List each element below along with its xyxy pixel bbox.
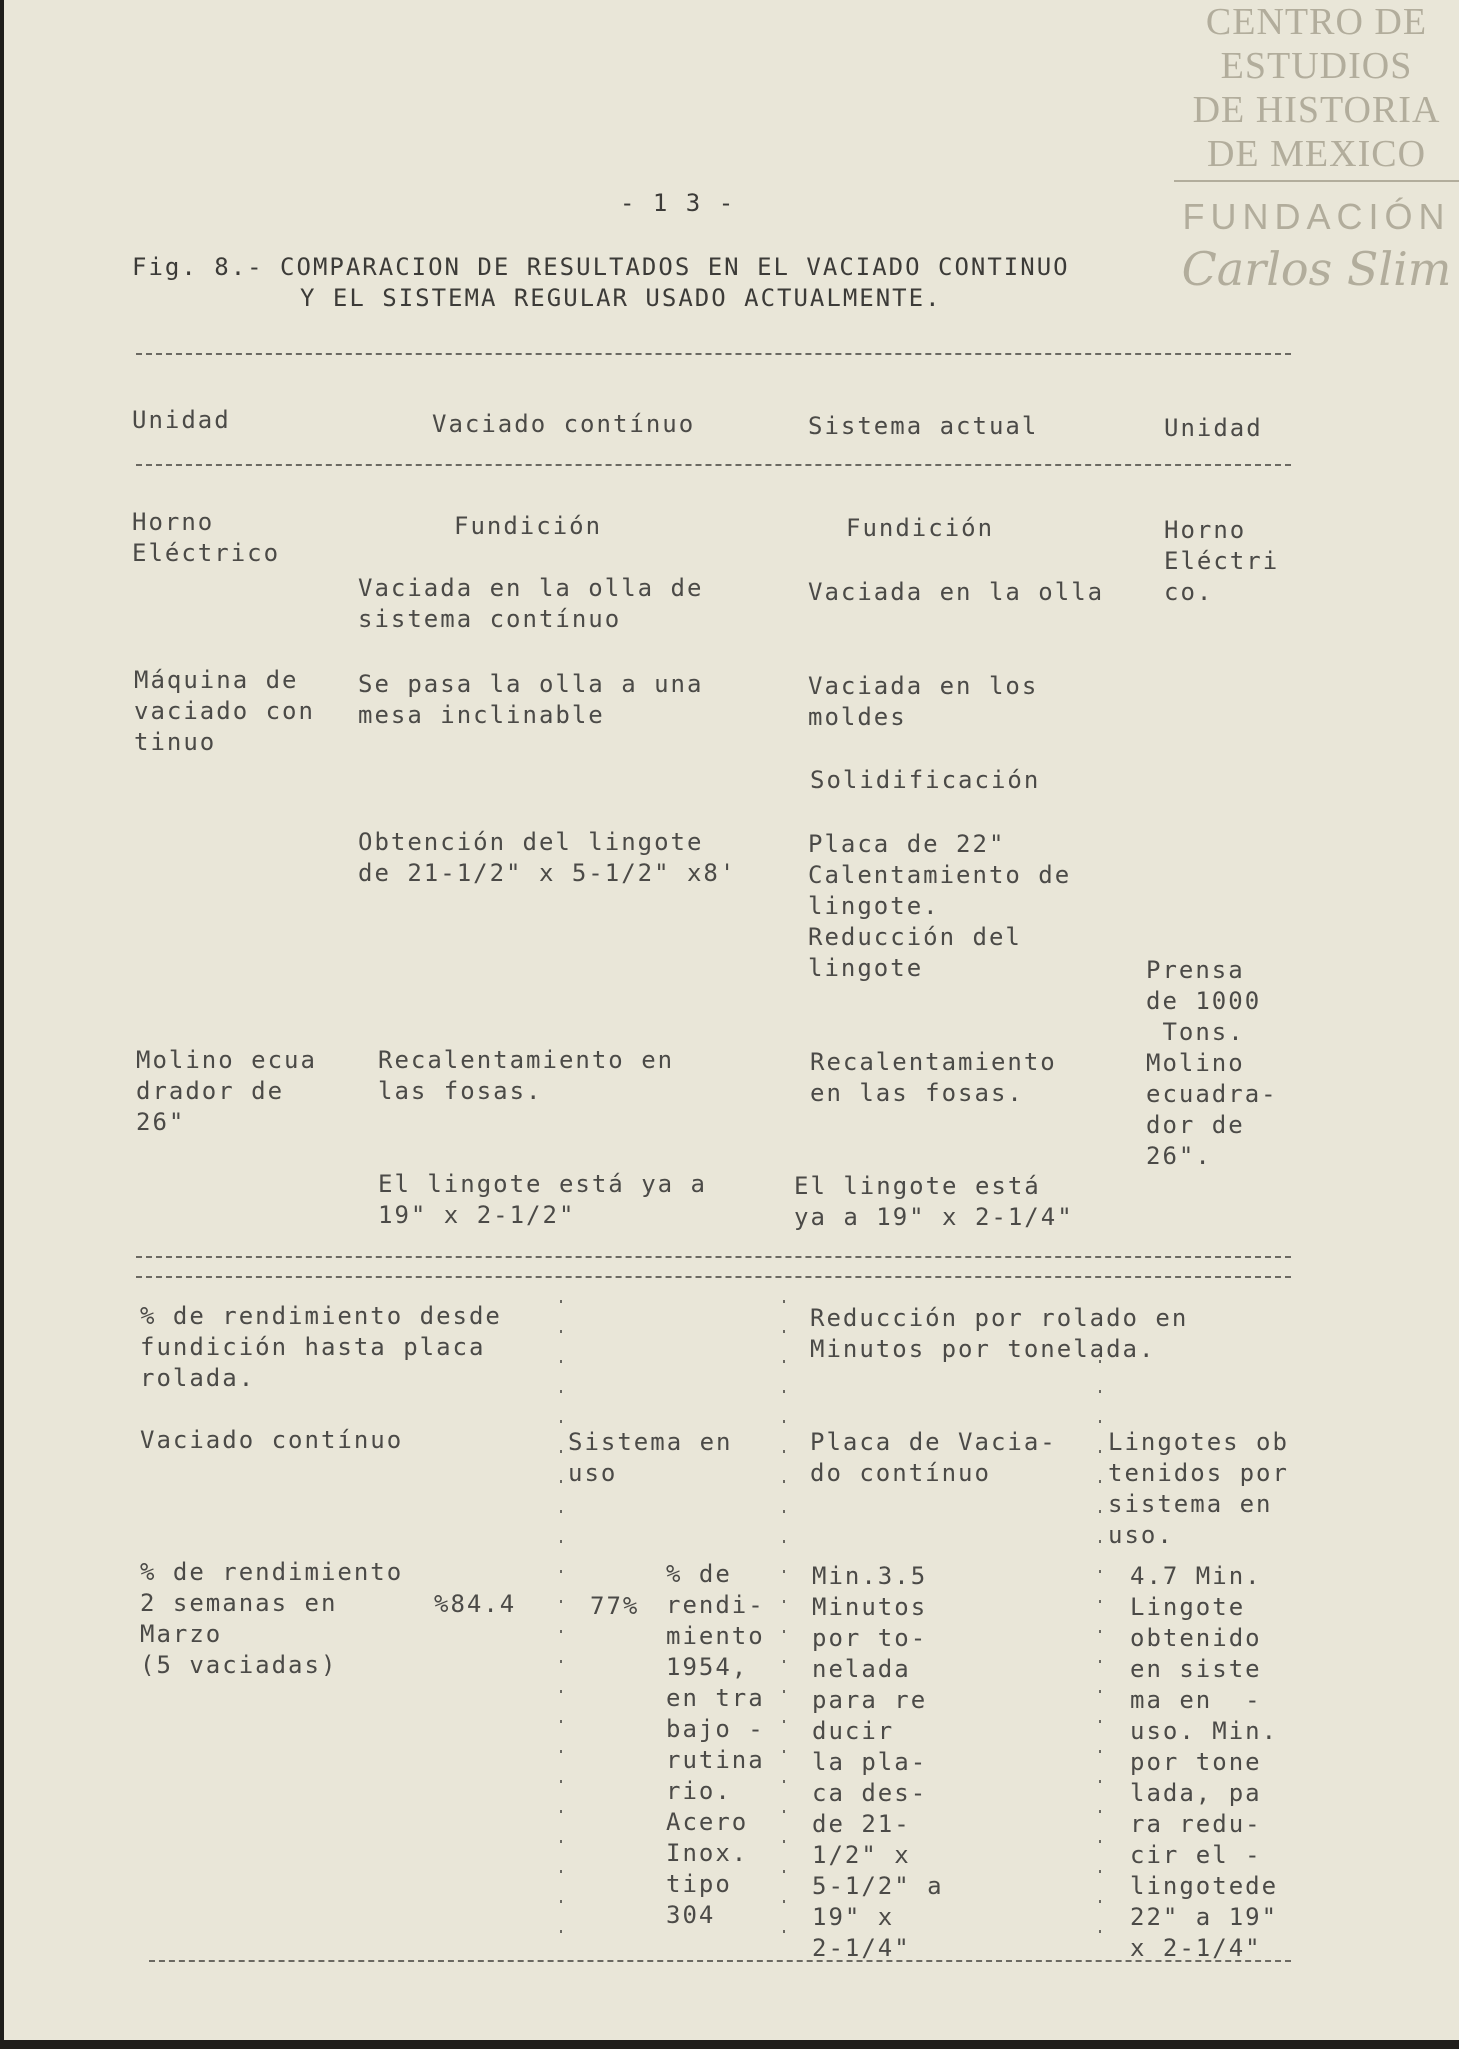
- stamp-line: CENTRO DE: [1205, 1, 1428, 43]
- fundicion-actual: Fundición: [846, 514, 995, 542]
- rendimiento-value: %84.4: [434, 1590, 517, 1618]
- stamp-divider: [1174, 180, 1459, 182]
- horno-electrico-right: Horno Eléctri co.: [1164, 516, 1280, 606]
- vaciado-continuo-label: Vaciado contínuo: [140, 1426, 404, 1454]
- fundicion-continuo: Fundición: [454, 512, 603, 540]
- lingote-continuo: El lingote está ya a 19" x 2-1/2": [378, 1170, 707, 1229]
- placa-calentamiento: Placa de 22" Calentamiento de lingote. Reducción del lingote: [808, 830, 1072, 982]
- vaciada-olla-continuo: Vaciada en la olla de sistema contínuo: [358, 574, 704, 633]
- archive-stamp: [1174, 0, 1459, 296]
- placa-vaciado-label: Placa de Vacia- do contínuo: [810, 1428, 1057, 1487]
- prensa-molino: Prensa de 1000 Tons. Molino ecuadra- dor de 26".: [1146, 956, 1278, 1170]
- solidificacion: Solidificación: [810, 766, 1041, 794]
- stamp-foundation: FUNDACIÓN: [1182, 196, 1451, 237]
- reduccion-header: Reducción por rolado en Minutos por tonelada.: [810, 1304, 1189, 1363]
- recalentamiento-continuo: Recalentamiento en las fosas.: [378, 1046, 675, 1105]
- header-vaciado-continuo: Vaciado contínuo: [432, 410, 696, 438]
- dashed-rule: [136, 464, 1291, 466]
- horno-electrico-left: Horno Eléctrico: [132, 508, 281, 567]
- dashed-rule: [136, 1276, 1291, 1278]
- vaciada-moldes: Vaciada en los moldes: [808, 672, 1039, 731]
- mesa-inclinable: Se pasa la olla a una mesa inclinable: [358, 670, 704, 729]
- page-number: - 1 3 -: [620, 189, 736, 217]
- rendimiento-header: % de rendimiento desde fundición hasta placa rolada.: [140, 1302, 502, 1392]
- stamp-signature: Carlos Slim: [1181, 242, 1452, 296]
- vaciada-olla-actual: Vaciada en la olla: [808, 578, 1105, 606]
- sistema-description: % de rendi- miento 1954, en tra bajo - rutina rio. Acero Inox. tipo 304: [666, 1560, 765, 1929]
- header-unidad-left: Unidad: [132, 406, 231, 434]
- figure-title: Fig. 8.- COMPARACION DE RESULTADOS EN EL VACIADO CONTINUO: [132, 253, 1070, 281]
- lingotes-obtenidos-label: Lingotes ob tenidos por sistema en uso.: [1108, 1428, 1289, 1549]
- figure-subtitle: Y EL SISTEMA REGULAR USADO ACTUALMENTE.: [300, 284, 942, 312]
- recalentamiento-actual: Recalentamiento en las fosas.: [810, 1048, 1057, 1107]
- placa-description: Min.3.5 Minutos por to- nelada para re ducir la pla- ca des- de 21- 1/2" x 5-1/2" a 19" x 2-1/4": [812, 1562, 944, 1962]
- dashed-rule: [136, 1256, 1291, 1258]
- stamp-line: DE HISTORIA: [1192, 89, 1441, 131]
- obtencion-lingote: Obtención del lingote de 21-1/2" x 5-1/2" x8': [358, 828, 737, 887]
- header-sistema-actual: Sistema actual: [808, 412, 1039, 440]
- document-page: [4, 0, 1459, 2040]
- dashed-rule: [136, 353, 1291, 355]
- stamp-line: DE MEXICO: [1206, 133, 1427, 175]
- sistema-value: 77%: [590, 1592, 640, 1620]
- rendimiento-row-label: % de rendimiento 2 semanas en Marzo (5 vaciadas): [140, 1558, 404, 1679]
- lingote-actual: El lingote está ya a 19" x 2-1/4": [794, 1172, 1074, 1231]
- header-unidad-right: Unidad: [1164, 414, 1263, 442]
- sistema-en-uso-label: Sistema en uso: [568, 1428, 733, 1487]
- lingote-description: 4.7 Min. Lingote obtenido en siste ma en - uso. Min. por tone lada, pa ra redu- cir el - lingotede 22" a 19" x 2-1/4": [1130, 1562, 1279, 1962]
- dashed-rule: [149, 1960, 1291, 1962]
- maquina-vaciado: Máquina de vaciado con tinuo: [134, 666, 315, 756]
- stamp-line: ESTUDIOS: [1220, 45, 1413, 87]
- molino-ecuadrador: Molino ecua drador de 26": [136, 1046, 317, 1136]
